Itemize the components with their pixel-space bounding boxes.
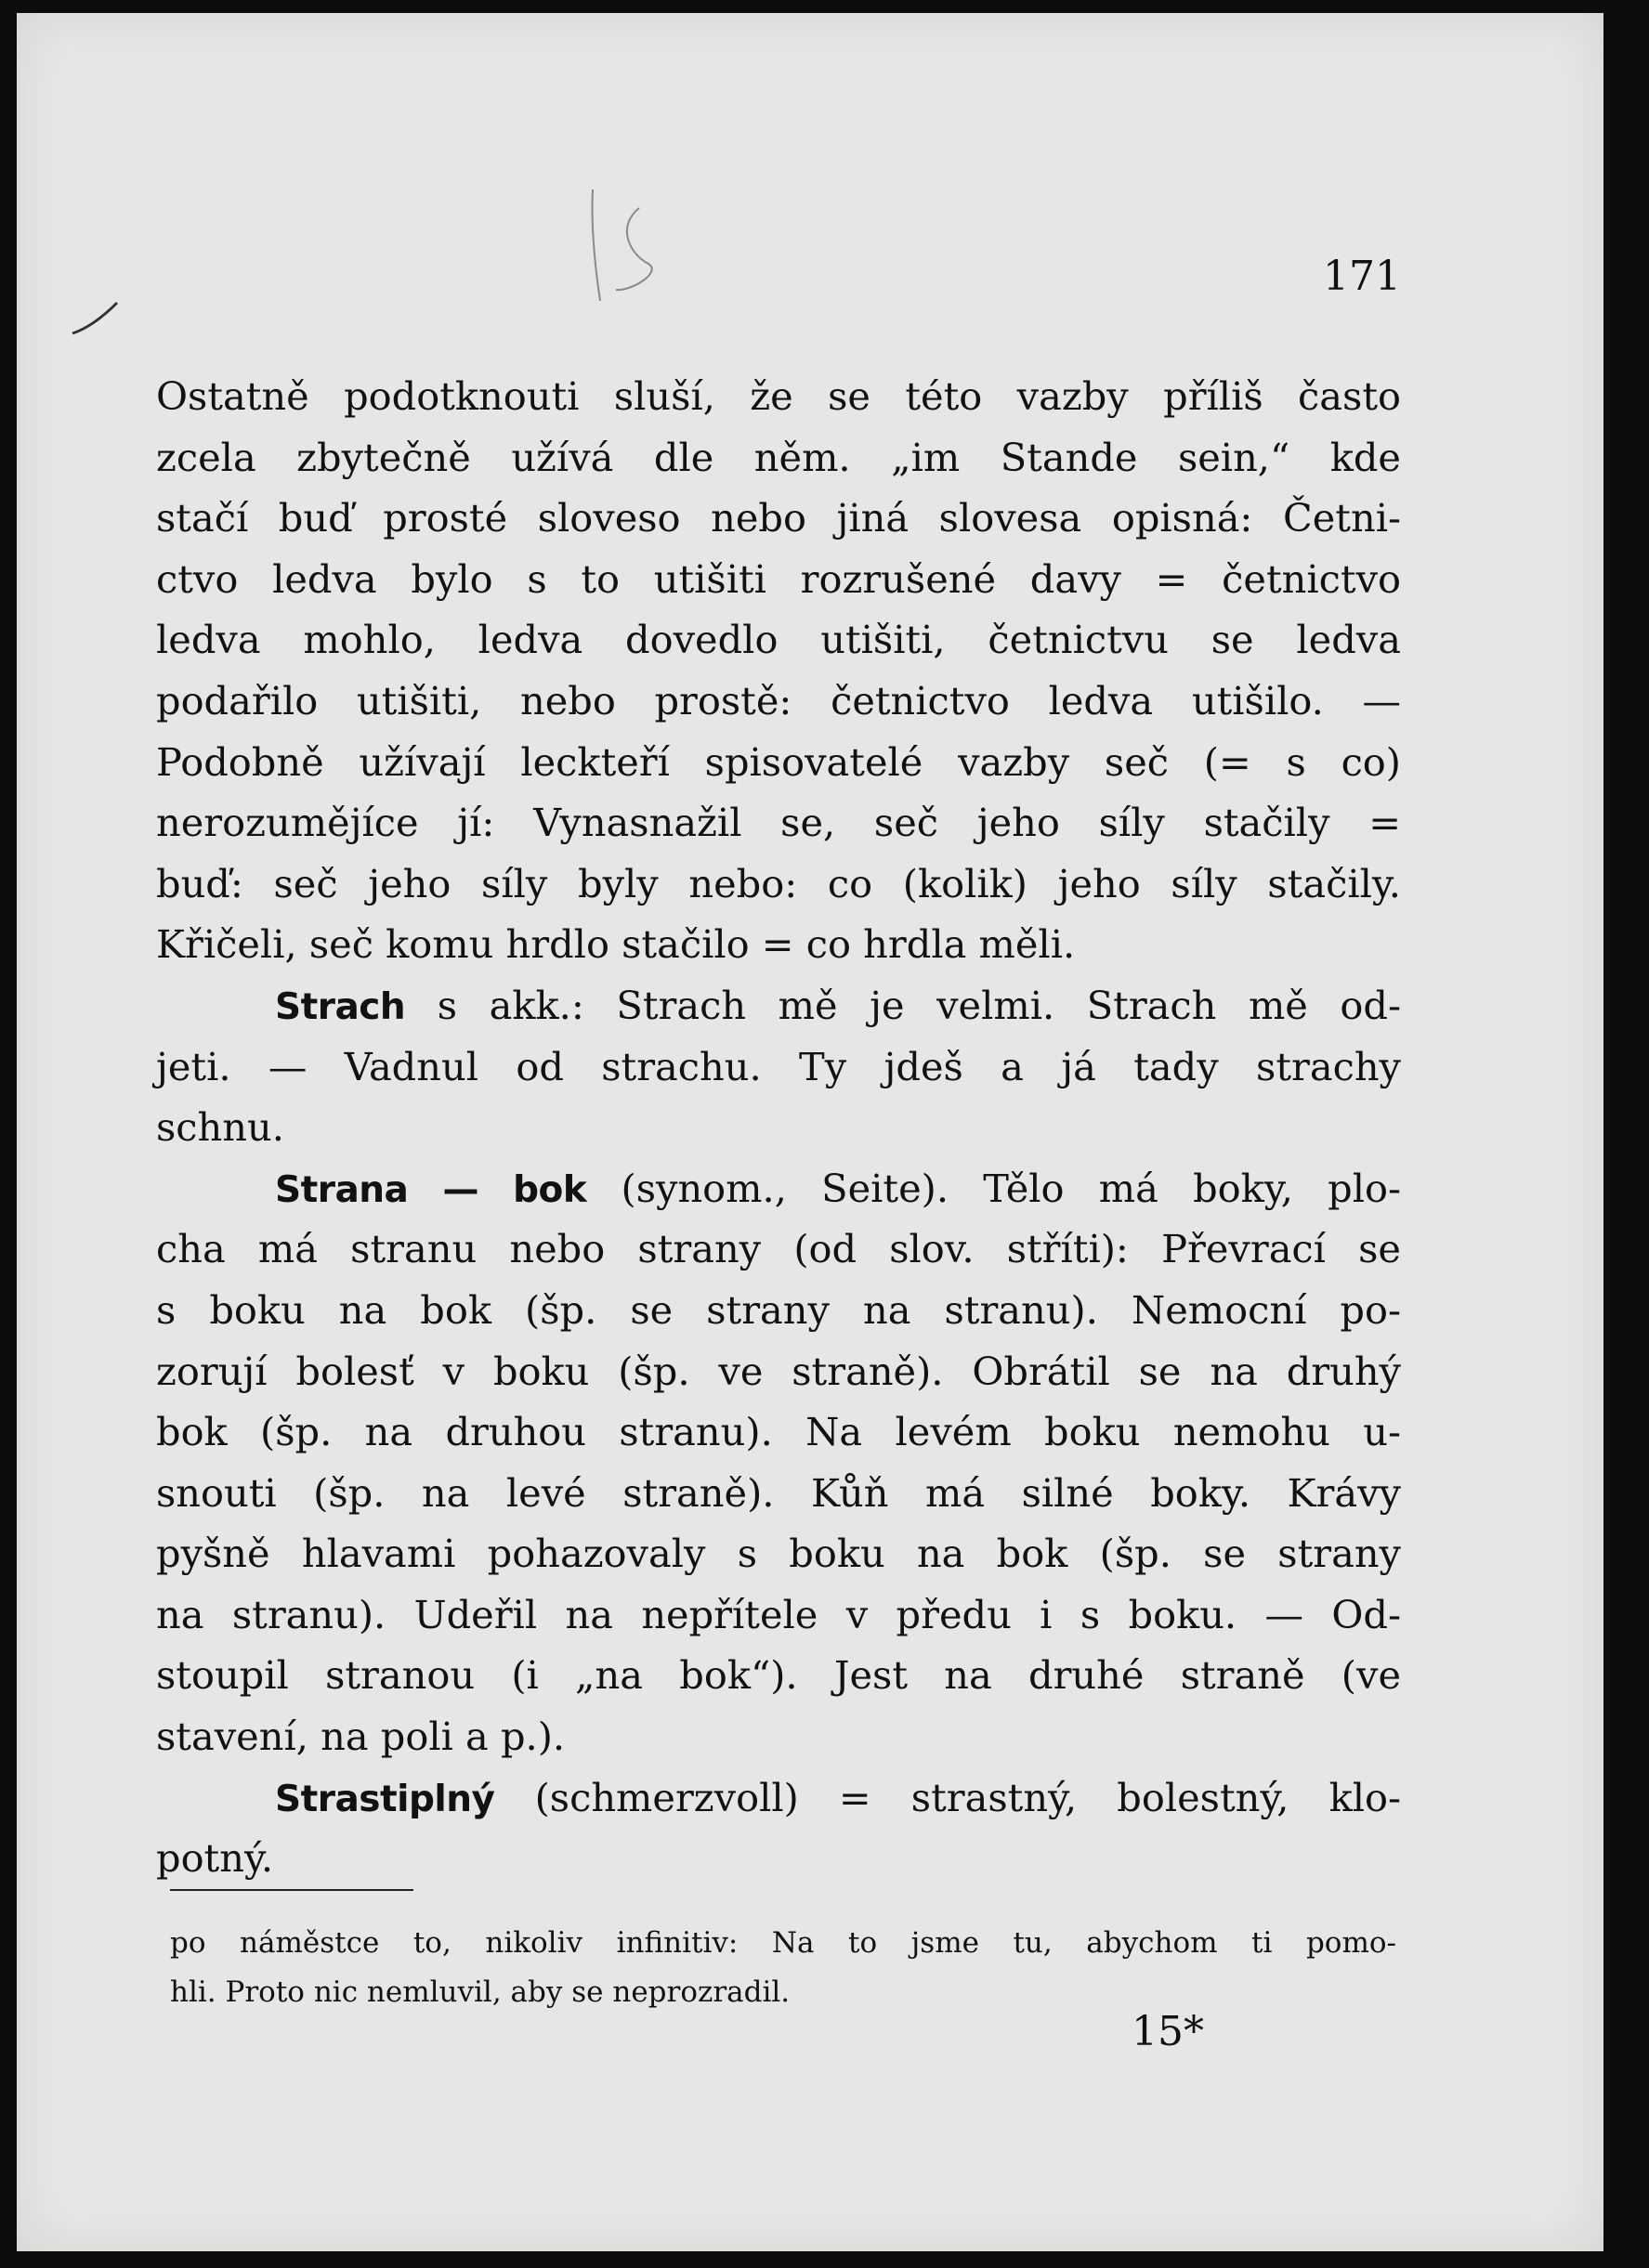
text-line: potný. (156, 1835, 274, 1882)
text-line: podařilo utišiti, nebo prostě: četnictvo ledva utišilo. — (156, 677, 1401, 723)
entry-text: (schmerzvoll) = strastný, bolestný, klo- (534, 1774, 1402, 1820)
book-page (17, 13, 1603, 2251)
entry-headword: Strana — bok (275, 1168, 587, 1211)
text-line: ledva mohlo, ledva dovedlo utišiti, četnictvu se ledva (156, 617, 1401, 663)
text-line: pyšně hlavami pohazovaly s boku na bok (šp. se strany (156, 1531, 1401, 1577)
entry-text: (synom., Seite). Tělo má boky, plo- (621, 1165, 1401, 1211)
text-line: nerozumějíce jí: Vynasnažil se, seč jeho síly stačily = (156, 800, 1401, 846)
text-line: Ostatně podotknouti sluší, že se této vazby příliš často (156, 373, 1401, 419)
entry-strana (156, 1158, 1401, 1219)
text-line: Podobně užívají leckteří spisovatelé vazby sеč (= s co) (156, 738, 1401, 785)
signature-mark: 15* (1132, 2008, 1204, 2055)
entry-text: s akk.: Strach mě je velmi. Strach mě od- (437, 982, 1401, 1028)
footnote-rule (170, 1889, 413, 1891)
footnote-line: po náměstce to, nikoliv infinitiv: Na to jsme tu, abychom ti pomo- (170, 1926, 1396, 1960)
entry-headword: Strach (275, 985, 406, 1028)
page-number: 171 (1323, 253, 1401, 300)
text-line: stoupil stranou (i „na bok“). Jest na druhé straně (ve (156, 1652, 1401, 1699)
text-line: snouti (šp. na levé straně). Kůň má silné boky. Krávy (156, 1469, 1401, 1516)
text-line: stavení, na poli a p.). (156, 1714, 566, 1760)
text-line: s boku na bok (šp. se strany na stranu). Nemocní po- (156, 1286, 1401, 1333)
margin-mark-icon (63, 292, 128, 347)
entry-strach (156, 975, 1401, 1036)
text-line: na stranu). Udeřil na nepřítele v předu i s boku. — Od- (156, 1591, 1401, 1637)
entry-headword: Strastiplný (275, 1778, 495, 1820)
text-line: cha má stranu nebo strany (od slov. stříti): Převrací se (156, 1226, 1401, 1272)
footnote (170, 1919, 1396, 2017)
footnote-line: hli. Proto nic nemluvil, aby se neprozradil. (170, 1975, 791, 2009)
entry-strastiplny (156, 1767, 1401, 1829)
text-line: zcela zbytečně užívá dle něm. „im Stande sein,“ kde (156, 434, 1401, 480)
pencil-annotation-icon (574, 171, 676, 310)
text-line: Křičeli, seč komu hrdlo stačilo = co hrdla měli. (156, 921, 1076, 968)
body-text (156, 366, 1401, 1889)
text-line: ctvo ledva bylo s to utišiti rozrušené davy = četnictvo (156, 555, 1401, 602)
text-line: bok (šp. na druhou stranu). Na levém boku nemohu u- (156, 1409, 1401, 1455)
text-line: zorují bolesť v boku (šp. ve straně). Obrátil se na druhý (156, 1348, 1401, 1394)
text-line: schnu. (156, 1104, 284, 1151)
text-line: jeti. — Vadnul od strachu. Ty jdeš a já tady strachy (156, 1043, 1401, 1089)
text-line: stačí buď prosté sloveso nebo jiná slovesa opisná: Četni- (156, 495, 1401, 541)
text-line: buď: seč jeho síly byly nebo: co (kolik) jeho síly stačily. (156, 860, 1401, 906)
